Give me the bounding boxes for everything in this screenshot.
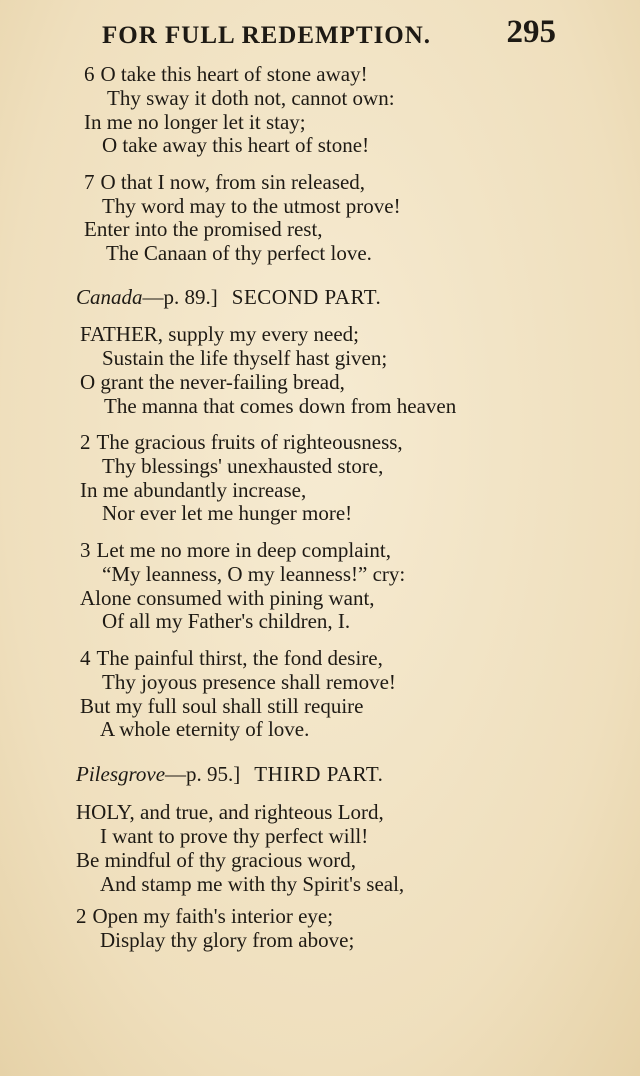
- tune-reference: —p. 95.]: [165, 762, 241, 786]
- verse-line: Sustain the life thyself hast given;: [102, 346, 388, 370]
- verse-line: Be mindful of thy gracious word,: [76, 848, 356, 872]
- verse-line: Enter into the promised rest,: [84, 217, 323, 241]
- verse-line: 2 Open my faith's interior eye;: [76, 904, 334, 928]
- stanza-number: 6: [84, 62, 95, 86]
- verse-line: In me abundantly increase,: [80, 478, 307, 502]
- verse-line: A whole eternity of love.: [100, 717, 310, 741]
- verse-line: Thy sway it doth not, cannot own:: [107, 86, 395, 110]
- verse-line: FATHER, supply my every need;: [80, 322, 359, 346]
- running-head-title: FOR FULL REDEMPTION.: [102, 22, 432, 49]
- verse-line: Thy blessings' unexhausted store,: [102, 454, 384, 478]
- verse-line: But my full soul shall still require: [80, 694, 364, 718]
- tune-name: Canada: [76, 285, 143, 309]
- section-heading-third-part: [76, 762, 383, 786]
- stanza-number: 3: [80, 538, 91, 562]
- verse-line: Display thy glory from above;: [100, 928, 355, 952]
- stanza-number: 4: [80, 646, 91, 670]
- verse-line: And stamp me with thy Spirit's seal,: [100, 872, 405, 896]
- verse-line: Thy joyous presence shall remove!: [102, 670, 396, 694]
- part-title: THIRD PART.: [254, 762, 384, 786]
- verse-line: “My leanness, O my leanness!” cry:: [102, 562, 406, 586]
- verse-line: Alone consumed with pining want,: [80, 586, 375, 610]
- verse-line: Of all my Father's children, I.: [102, 609, 351, 633]
- verse-line: The Canaan of thy perfect love.: [106, 241, 372, 265]
- running-head: [102, 14, 562, 54]
- verse-line: I want to prove thy perfect will!: [100, 824, 369, 848]
- verse-line: The manna that comes down from heaven: [104, 394, 457, 418]
- section-heading-second-part: [76, 285, 381, 309]
- verse-line: O take away this heart of stone!: [102, 133, 370, 157]
- stanza-number: 7: [84, 170, 95, 194]
- verse-line: 6 O take this heart of stone away!: [84, 62, 368, 86]
- page-number: 295: [506, 14, 556, 50]
- verse-line: Thy word may to the utmost prove!: [102, 194, 401, 218]
- part-title: SECOND PART.: [231, 285, 382, 309]
- stanza-number: 2: [76, 904, 87, 928]
- verse-line: 2 The gracious fruits of righteousness,: [80, 430, 403, 454]
- verse-line: 4 The painful thirst, the fond desire,: [80, 646, 383, 670]
- verse-line: 3 Let me no more in deep complaint,: [80, 538, 391, 562]
- verse-line: In me no longer let it stay;: [84, 110, 306, 134]
- stanza-number: 2: [80, 430, 91, 454]
- tune-reference: —p. 89.]: [142, 285, 218, 309]
- tune-name: Pilesgrove: [76, 762, 166, 786]
- verse-line: 7 O that I now, from sin released,: [84, 170, 366, 194]
- verse-line: Nor ever let me hunger more!: [102, 501, 353, 525]
- verse-line: HOLY, and true, and righteous Lord,: [76, 800, 384, 824]
- verse-line: O grant the never-failing bread,: [80, 370, 345, 394]
